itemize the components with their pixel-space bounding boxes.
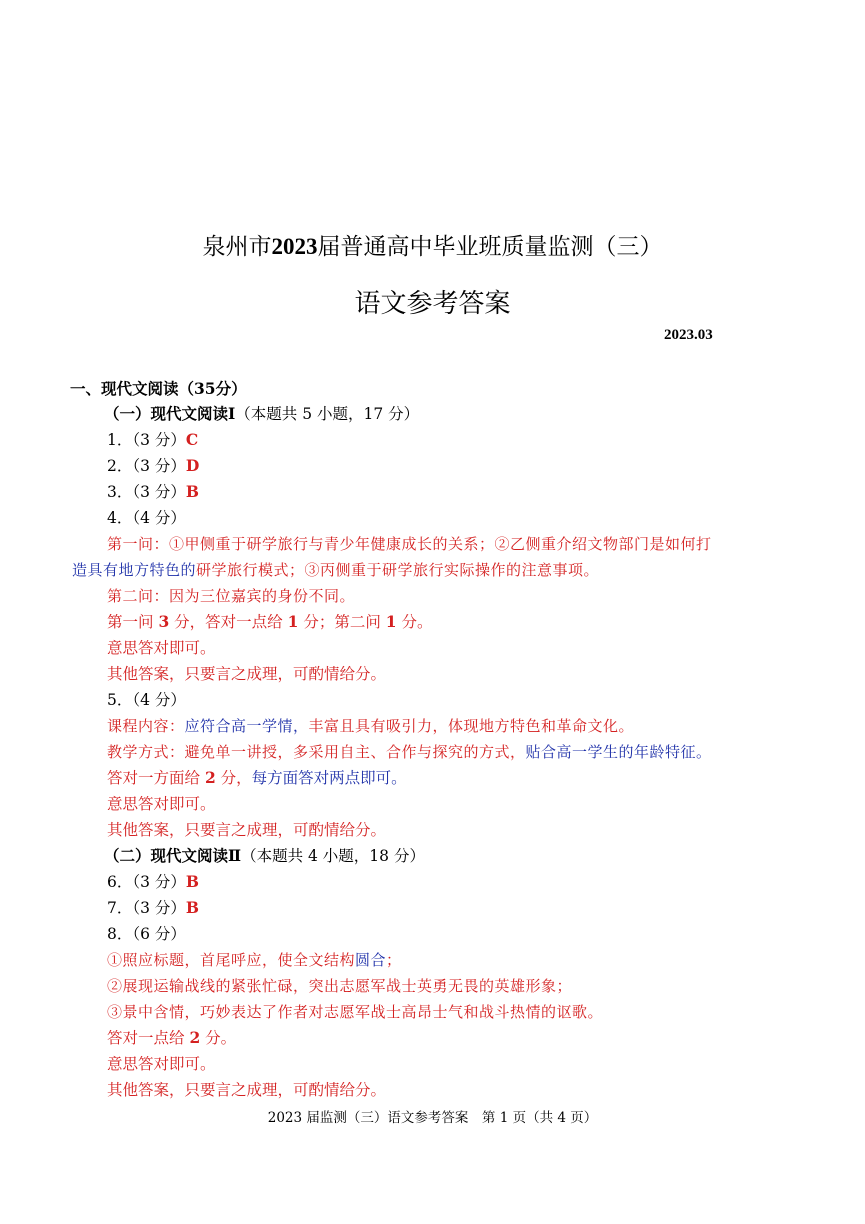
document-title: 泉州市2023届普通高中毕业班质量监测（三） [202,234,663,260]
q2-row: 2．（3 分）D [107,456,200,475]
document-date: 2023.03 [664,327,713,343]
q8-answer-2: ②展现运输战线的紧张忙碌，突出志愿军战士英勇无畏的英雄形象； [107,977,573,995]
q1-row: 1．（3 分）C [107,430,199,449]
q8-label: 8．（6 分） [107,925,186,943]
q8-answer-3: ③景中含情，巧妙表达了作者对志愿军战士高昂士气和战斗热情的讴歌。 [107,1003,604,1021]
q4-label: 4．（4 分） [107,509,186,527]
q8-note1: 意思答对即可。 [107,1055,216,1073]
q4-note2: 其他答案，只要言之成理，可酌情给分。 [107,665,387,683]
document-subtitle: 语文参考答案 [354,289,511,319]
q4-answer-line1: 第一问：①甲侧重于研学旅行与青少年健康成长的关系；②乙侧重介绍文物部门是如何打 [107,535,712,553]
q5-label: 5．（4 分） [107,691,186,709]
q8-answer-1: ①照应标题，首尾呼应，使全文结构圆合； [107,951,402,969]
q5-scoring: 答对一方面给 2 分，每方面答对两点即可。 [107,768,407,787]
q5-note1: 意思答对即可。 [107,795,216,813]
q8-scoring: 答对一点给 2 分。 [107,1028,237,1047]
q4-note1: 意思答对即可。 [107,639,216,657]
page-footer: 2023 届监测（三）语文参考答案 第 1 页（共 4 页） [267,1110,598,1126]
q3-row: 3．（3 分）B [107,482,200,501]
q4-scoring: 第一问 3 分，答对一点给 1 分；第二问 1 分。 [107,612,433,631]
part1-heading: （一）现代文阅读Ⅰ（本题共 5 小题，17 分） [104,404,420,423]
q8-note2: 其他答案，只要言之成理，可酌情给分。 [107,1081,387,1099]
q6-row: 6．（3 分）B [107,872,200,891]
section-heading: 一、现代文阅读（35分） [70,379,247,398]
q5-answer-line2: 教学方式：避免单一讲授，多采用自主、合作与探究的方式，贴合高一学生的年龄特征。 [107,743,712,761]
part2-heading: （二）现代文阅读Ⅱ（本题共 4 小题，18 分） [104,846,425,865]
q5-answer-line1: 课程内容：应符合高一学情，丰富且具有吸引力，体现地方特色和革命文化。 [107,717,635,735]
q4-answer-line2: 造具有地方特色的研学旅行模式；③丙侧重于研学旅行实际操作的注意事项。 [72,561,600,579]
q4-answer-part2: 第二问：因为三位嘉宾的身份不同。 [107,587,356,605]
q7-row: 7．（3 分）B [107,898,200,917]
q5-note2: 其他答案，只要言之成理，可酌情给分。 [107,821,387,839]
